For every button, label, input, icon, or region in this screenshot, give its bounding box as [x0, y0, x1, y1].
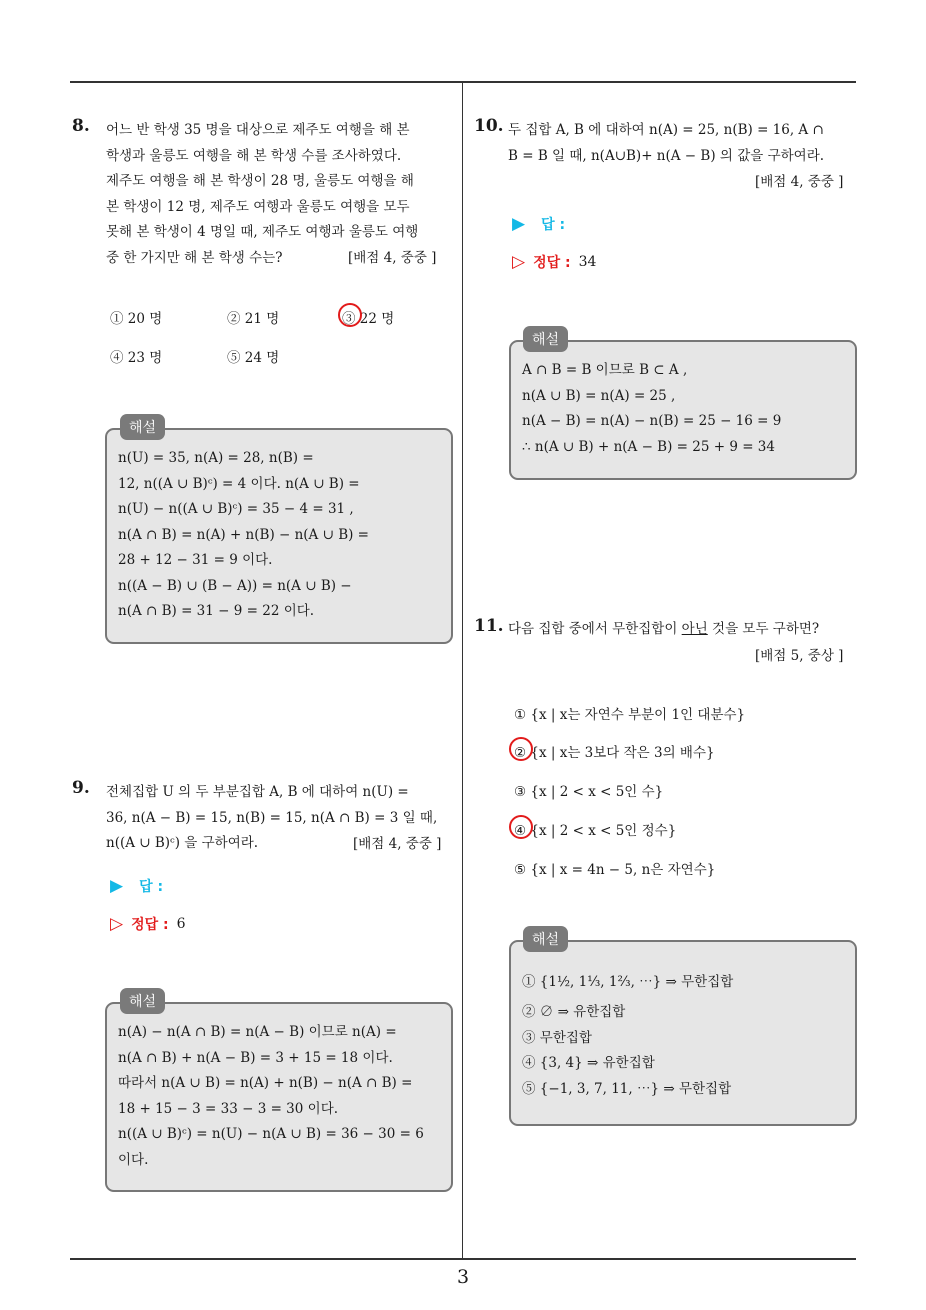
q10-solution-line: n(A − B) = n(A) − n(B) = 25 − 16 = 9 — [522, 413, 782, 429]
q8-solution-line: n(U) = 35, n(A) = 28, n(B) = — [118, 450, 314, 466]
q9-solution-line: n(A ∩ B) + n(A − B) = 3 + 15 = 18 이다. — [118, 1049, 393, 1066]
q9-answer-label: 답 : — [139, 879, 164, 895]
question-8-meta: [배점 4, 중중 ] — [348, 250, 437, 266]
q8-solution-line: n((A − B) ∪ (B − A)) = n(A ∪ B) − — [118, 577, 352, 594]
answer-arrow-icon: ▶ — [110, 876, 124, 896]
q8-option-3[interactable]: ③ 22 명 — [342, 311, 395, 327]
question-9-meta: [배점 4, 중중 ] — [353, 836, 442, 852]
question-8-line: 못해 본 학생이 4 명일 때, 제주도 여행과 울릉도 여행 — [106, 224, 419, 240]
bottom-rule — [70, 1258, 856, 1260]
column-divider — [462, 82, 463, 1260]
q8-solution-line: n(U) − n((A ∪ B)ᶜ) = 35 − 4 = 31 , — [118, 501, 354, 517]
q11-solution-line: ④ {3, 4} ⇒ 유한집합 — [522, 1055, 655, 1071]
question-11-number: 11. — [474, 616, 504, 636]
q11-option-1[interactable]: ① {x | x는 자연수 부분이 1인 대분수} — [514, 707, 746, 723]
q11-solution-line: ⑤ {−1, 3, 7, 11, ⋯} ⇒ 무한집합 — [522, 1080, 732, 1097]
question-8-line: 본 학생이 12 명, 제주도 여행과 울릉도 여행을 모두 — [106, 198, 410, 215]
question-8-line: 학생과 울릉도 여행을 해 본 학생 수를 조사하였다. — [106, 147, 402, 164]
question-10-line: 두 집합 A, B 에 대하여 n(A) = 25, n(B) = 16, A ∩ — [508, 122, 824, 138]
q10-solution-line: A ∩ B = B 이므로 B ⊂ A , — [522, 362, 688, 378]
q11-text-after: 것을 모두 구하면? — [707, 621, 820, 637]
q9-answer-row — [110, 876, 163, 896]
q8-solution-line: 12, n((A ∪ B)ᶜ) = 4 이다. n(A ∪ B) = — [118, 475, 360, 492]
q11-option-2[interactable]: ② {x | x는 3보다 작은 3의 배수} — [514, 745, 715, 761]
q11-option-3[interactable]: ③ {x | 2 < x < 5인 수} — [514, 784, 664, 800]
q8-solution-tab: 해설 — [120, 414, 165, 440]
q9-solution-line: n((A ∪ B)ᶜ) = n(U) − n(A ∪ B) = 36 − 30 = 6 — [118, 1126, 424, 1142]
q10-solution-tab: 해설 — [523, 326, 568, 352]
q8-option-4[interactable]: ④ 23 명 — [110, 350, 163, 366]
correct-arrow-icon: ▷ — [512, 252, 526, 272]
q8-option-2[interactable]: ② 21 명 — [227, 311, 280, 327]
question-10-text — [508, 118, 858, 169]
answer-arrow-icon: ▶ — [512, 214, 526, 234]
q11-solution-text — [522, 964, 733, 1102]
q11-option-4[interactable]: ④ {x | 2 < x < 5인 정수} — [514, 823, 677, 839]
question-9-line: n((A ∪ B)ᶜ) 을 구하여라. — [106, 835, 259, 851]
q8-solution-line: n(A ∩ B) = n(A) + n(B) − n(A ∪ B) = — [118, 526, 369, 543]
question-9-line: 36, n(A − B) = 15, n(B) = 15, n(A ∩ B) = 3 일 때, — [106, 809, 438, 826]
q11-option-2-circle-mark — [509, 737, 533, 761]
question-11-meta: [배점 5, 중상 ] — [755, 648, 844, 664]
q8-solution-line: n(A ∩ B) = 31 − 9 = 22 이다. — [118, 603, 315, 619]
question-8-line: 중 한 가지만 해 본 학생 수는? — [106, 249, 283, 266]
question-9-number: 9. — [72, 778, 90, 798]
q9-correct-row — [110, 914, 186, 934]
q10-correct-row — [512, 252, 596, 272]
q11-solution-tab: 해설 — [523, 926, 568, 952]
q9-solution-tab: 해설 — [120, 988, 165, 1014]
q10-solution-line: n(A ∪ B) = n(A) = 25 , — [522, 387, 676, 404]
q11-option-4-circle-mark — [509, 815, 533, 839]
q10-answer-label: 답 : — [541, 217, 566, 233]
q10-solution-line: ∴ n(A ∪ B) + n(A − B) = 25 + 9 = 34 — [522, 438, 775, 455]
q8-option-1[interactable]: ① 20 명 — [110, 311, 163, 327]
q9-solution-text — [118, 1020, 424, 1173]
q9-solution-line: 따라서 n(A ∪ B) = n(A) + n(B) − n(A ∩ B) = — [118, 1075, 413, 1091]
question-11-text — [508, 617, 858, 643]
q9-correct-label: 정답 : — [131, 917, 169, 933]
question-8-line: 어느 반 학생 35 명을 대상으로 제주도 여행을 해 본 — [106, 122, 410, 138]
q10-solution-text — [522, 358, 781, 460]
question-11-line — [508, 617, 858, 643]
q8-solution-text — [118, 446, 369, 625]
question-10-line: B = B 일 때, n(A∪B)+ n(A − B) 의 값을 구하여라. — [508, 147, 825, 164]
question-10-number: 10. — [474, 116, 504, 136]
q9-solution-line: n(A) − n(A ∩ B) = n(A − B) 이므로 n(A) = — [118, 1024, 397, 1040]
page-number: 3 — [456, 1266, 470, 1288]
top-rule — [70, 81, 856, 83]
question-8-number: 8. — [72, 116, 90, 136]
q10-answer-row — [512, 214, 565, 234]
q11-solution-line: ① {1½, 1⅓, 1⅔, ⋯} ⇒ 무한집합 — [522, 974, 734, 990]
q8-solution-line: 28 + 12 − 31 = 9 이다. — [118, 552, 273, 568]
q9-correct-value: 6 — [176, 916, 186, 932]
q11-solution-line: ③ 무한집합 — [522, 1029, 592, 1046]
question-10-meta: [배점 4, 중중 ] — [755, 174, 844, 190]
q8-option-5[interactable]: ⑤ 24 명 — [227, 350, 280, 366]
q11-option-5[interactable]: ⑤ {x | x = 4n − 5, n은 자연수} — [514, 862, 716, 878]
q10-correct-label: 정답 : — [533, 255, 571, 271]
q9-solution-line: 이다. — [118, 1151, 149, 1168]
q10-correct-value: 34 — [578, 254, 597, 270]
question-8-line: 제주도 여행을 해 본 학생이 28 명, 울릉도 여행을 해 — [106, 173, 414, 189]
question-9-line: 전체집합 U 의 두 부분집합 A, B 에 대하여 n(U) = — [106, 784, 409, 800]
correct-arrow-icon: ▷ — [110, 914, 124, 934]
q11-text-before: 다음 집합 중에서 무한집합이 — [508, 621, 682, 637]
q9-solution-line: 18 + 15 − 3 = 33 − 3 = 30 이다. — [118, 1100, 339, 1117]
q11-text-underlined: 아닌 — [681, 621, 708, 637]
q11-solution-line: ② ∅ ⇒ 유한집합 — [522, 1004, 626, 1020]
q8-option-3-circle-mark — [338, 303, 362, 327]
